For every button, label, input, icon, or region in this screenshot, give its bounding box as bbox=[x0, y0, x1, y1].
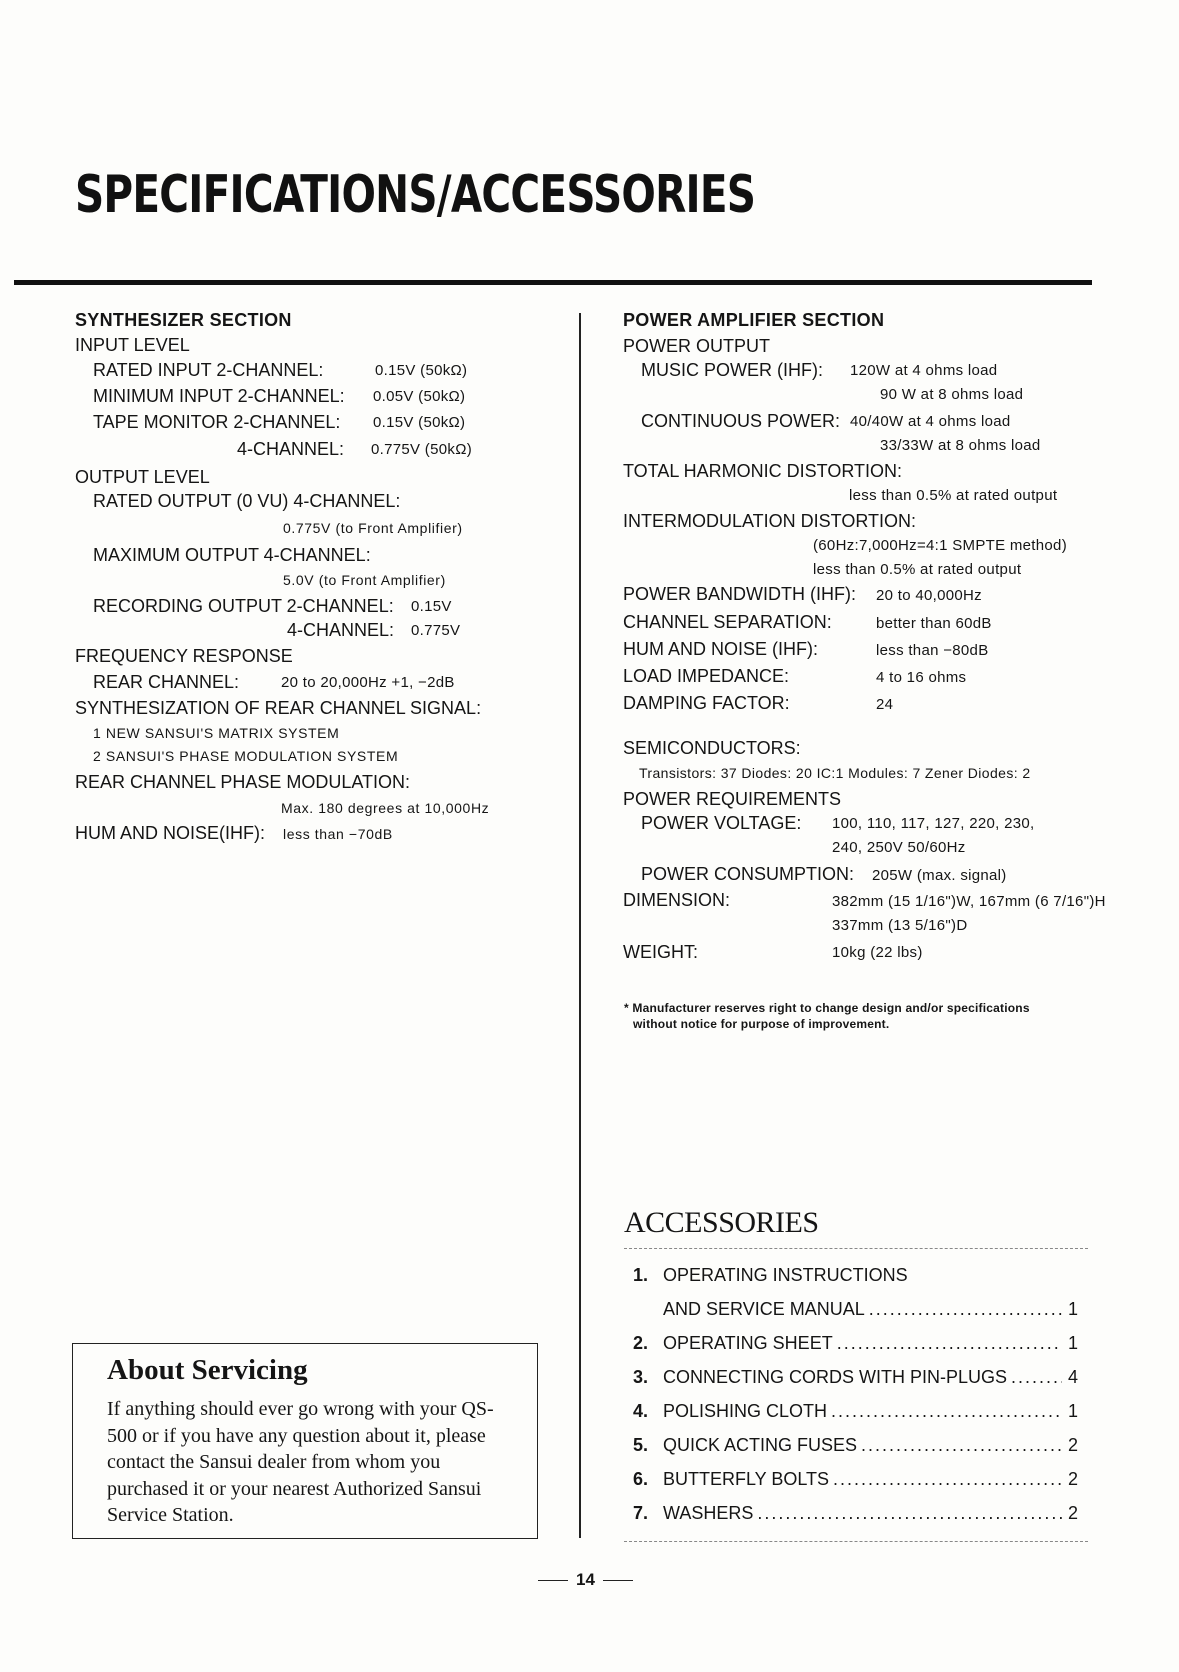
load-impedance-value: 4 to 16 ohms bbox=[876, 669, 967, 686]
servicing-text: If anything should ever go wrong with your QS-500 or if you have any question about it, please contact the Sansui dealer from whom you purchased it or your nearest Authorized Sansui Service Station. bbox=[107, 1398, 494, 1526]
synth-hum-noise-label: HUM AND NOISE(IHF): bbox=[75, 823, 266, 843]
accessory-num: 6. bbox=[633, 1469, 649, 1489]
accessory-text: OPERATING SHEET bbox=[663, 1333, 833, 1353]
accessory-num: 5. bbox=[633, 1435, 649, 1455]
synth-hum-noise-value: less than −70dB bbox=[283, 826, 393, 842]
tape-monitor-4ch-value: 0.775V (50kΩ) bbox=[371, 441, 472, 458]
accessory-text: OPERATING INSTRUCTIONS bbox=[663, 1265, 908, 1285]
leader-dots bbox=[837, 1333, 1062, 1354]
rear-channel-value: 20 to 20,000Hz +1, −2dB bbox=[281, 674, 455, 691]
leader-dots bbox=[833, 1469, 1062, 1490]
weight-value: 10kg (22 lbs) bbox=[832, 944, 923, 961]
accessory-num: 4. bbox=[633, 1401, 649, 1421]
accessory-item-6 bbox=[633, 1469, 1078, 1490]
minimum-input-value: 0.05V (50kΩ) bbox=[373, 388, 466, 405]
dimension-value-1: 382mm (15 1/16")W, 167mm (6 7/16")H bbox=[832, 893, 1106, 910]
continuous-power-label: CONTINUOUS POWER: bbox=[641, 411, 841, 431]
minimum-input-label: MINIMUM INPUT 2-CHANNEL: bbox=[93, 386, 345, 406]
voltage-label: POWER VOLTAGE: bbox=[641, 813, 802, 833]
music-power-value-2: 90 W at 8 ohms load bbox=[880, 386, 1024, 403]
bandwidth-value: 20 to 40,000Hz bbox=[876, 587, 982, 604]
accessories-top-rule bbox=[624, 1248, 1088, 1249]
accessory-text: QUICK ACTING FUSES bbox=[663, 1435, 858, 1455]
dimension-label: DIMENSION: bbox=[623, 890, 731, 910]
leader-dots bbox=[869, 1299, 1062, 1320]
music-power-label: MUSIC POWER (IHF): bbox=[641, 360, 823, 380]
continuous-power-value-2: 33/33W at 8 ohms load bbox=[880, 437, 1041, 454]
accessory-qty: 4 bbox=[1067, 1367, 1078, 1387]
maximum-output-label: MAXIMUM OUTPUT 4-CHANNEL: bbox=[93, 545, 371, 565]
tape-monitor-value: 0.15V (50kΩ) bbox=[373, 414, 466, 431]
rated-output-value: 0.775V (to Front Amplifier) bbox=[283, 520, 463, 536]
accessory-item-7 bbox=[633, 1503, 1078, 1524]
power-hum-noise-label: HUM AND NOISE (IHF): bbox=[623, 639, 819, 659]
accessory-qty: 2 bbox=[1067, 1503, 1078, 1523]
rated-output-label: RATED OUTPUT (0 VU) 4-CHANNEL: bbox=[93, 491, 401, 511]
power-output-label: POWER OUTPUT bbox=[623, 336, 770, 356]
accessory-qty: 2 bbox=[1067, 1469, 1078, 1489]
maximum-output-value: 5.0V (to Front Amplifier) bbox=[283, 572, 446, 588]
page-number: 14 bbox=[530, 1570, 641, 1590]
voltage-value-1: 100, 110, 117, 127, 220, 230, bbox=[832, 815, 1035, 832]
accessory-text: BUTTERFLY BOLTS bbox=[663, 1469, 830, 1489]
accessories-bottom-rule bbox=[624, 1541, 1088, 1542]
rated-input-label: RATED INPUT 2-CHANNEL: bbox=[93, 360, 324, 380]
synthesization-item-1: 1 NEW SANSUI'S MATRIX SYSTEM bbox=[93, 725, 340, 741]
continuous-power-value-1: 40/40W at 4 ohms load bbox=[850, 413, 1011, 430]
accessory-qty: 2 bbox=[1067, 1435, 1078, 1455]
accessory-qty: 1 bbox=[1067, 1401, 1078, 1421]
imd-value-2: less than 0.5% at rated output bbox=[813, 561, 1022, 578]
servicing-title: About Servicing bbox=[107, 1354, 308, 1386]
accessory-num: 7. bbox=[633, 1503, 649, 1523]
tape-monitor-4ch-label: 4-CHANNEL: bbox=[237, 439, 345, 459]
voltage-value-2: 240, 250V 50/60Hz bbox=[832, 839, 966, 856]
accessory-item-3 bbox=[633, 1367, 1078, 1388]
synthesization-item-2: 2 SANSUI'S PHASE MODULATION SYSTEM bbox=[93, 748, 399, 764]
accessory-num: 2. bbox=[633, 1333, 649, 1353]
column-divider bbox=[579, 313, 581, 1538]
bandwidth-label: POWER BANDWIDTH (IHF): bbox=[623, 584, 856, 604]
load-impedance-label: LOAD IMPEDANCE: bbox=[623, 666, 790, 686]
leader-dots bbox=[757, 1503, 1062, 1524]
accessories-heading: ACCESSORIES bbox=[624, 1206, 819, 1239]
phase-modulation-label: REAR CHANNEL PHASE MODULATION: bbox=[75, 772, 411, 792]
recording-output-label: RECORDING OUTPUT 2-CHANNEL: bbox=[93, 596, 394, 616]
accessory-item-4 bbox=[633, 1401, 1078, 1422]
separation-label: CHANNEL SEPARATION: bbox=[623, 612, 832, 632]
power-hum-noise-value: less than −80dB bbox=[876, 642, 989, 659]
accessory-num: 3. bbox=[633, 1367, 649, 1387]
power-requirements-label: POWER REQUIREMENTS bbox=[623, 789, 842, 809]
accessory-item-1-line1 bbox=[633, 1265, 908, 1286]
accessory-qty: 1 bbox=[1067, 1299, 1078, 1319]
synth-heading: SYNTHESIZER SECTION bbox=[75, 310, 292, 330]
accessory-text: CONNECTING CORDS WITH PIN-PLUGS bbox=[663, 1367, 1008, 1387]
damping-label: DAMPING FACTOR: bbox=[623, 693, 790, 713]
accessory-text: WASHERS bbox=[663, 1503, 754, 1523]
music-power-value-1: 120W at 4 ohms load bbox=[850, 362, 998, 379]
recording-output-value: 0.15V bbox=[411, 598, 452, 615]
recording-output-4ch-label: 4-CHANNEL: bbox=[287, 620, 395, 640]
manufacturer-note-2: without notice for purpose of improvement. bbox=[633, 1017, 890, 1031]
dimension-value-2: 337mm (13 5/16")D bbox=[832, 917, 968, 934]
damping-value: 24 bbox=[876, 696, 894, 713]
output-level-label: OUTPUT LEVEL bbox=[75, 467, 210, 487]
tape-monitor-label: TAPE MONITOR 2-CHANNEL: bbox=[93, 412, 341, 432]
accessory-item-1 bbox=[633, 1299, 1078, 1320]
frequency-response-label: FREQUENCY RESPONSE bbox=[75, 646, 293, 666]
synthesization-label: SYNTHESIZATION OF REAR CHANNEL SIGNAL: bbox=[75, 698, 482, 718]
accessory-item-2 bbox=[633, 1333, 1078, 1354]
manufacturer-note-1: * Manufacturer reserves right to change design and/or specifications bbox=[624, 1001, 1030, 1015]
page-title: SPECIFICATIONS/ACCESSORIES bbox=[75, 165, 756, 225]
leader-dots bbox=[831, 1401, 1062, 1422]
recording-output-4ch-value: 0.775V bbox=[411, 622, 461, 639]
separation-value: better than 60dB bbox=[876, 615, 992, 632]
accessory-num: 1. bbox=[633, 1265, 649, 1285]
semiconductors-label: SEMICONDUCTORS: bbox=[623, 738, 801, 758]
accessory-text: POLISHING CLOTH bbox=[663, 1401, 828, 1421]
rated-input-value: 0.15V (50kΩ) bbox=[375, 362, 468, 379]
rear-channel-label: REAR CHANNEL: bbox=[93, 672, 240, 692]
accessory-text: AND SERVICE MANUAL bbox=[663, 1299, 865, 1319]
input-level-label: INPUT LEVEL bbox=[75, 335, 190, 355]
accessory-item-5 bbox=[633, 1435, 1078, 1456]
title-divider bbox=[14, 280, 1092, 285]
leader-dots bbox=[1011, 1367, 1062, 1388]
thd-label: TOTAL HARMONIC DISTORTION: bbox=[623, 461, 903, 481]
phase-modulation-value: Max. 180 degrees at 10,000Hz bbox=[281, 800, 490, 816]
imd-label: INTERMODULATION DISTORTION: bbox=[623, 511, 917, 531]
accessory-qty: 1 bbox=[1067, 1333, 1078, 1353]
consumption-value: 205W (max. signal) bbox=[872, 867, 1007, 884]
leader-dots bbox=[861, 1435, 1062, 1456]
weight-label: WEIGHT: bbox=[623, 942, 698, 962]
power-heading: POWER AMPLIFIER SECTION bbox=[623, 310, 885, 330]
semiconductors-value: Transistors: 37 Diodes: 20 IC:1 Modules: 7 Zener Diodes: 2 bbox=[639, 765, 1031, 781]
consumption-label: POWER CONSUMPTION: bbox=[641, 864, 855, 884]
thd-value: less than 0.5% at rated output bbox=[849, 487, 1058, 504]
imd-value-1: (60Hz:7,000Hz=4:1 SMPTE method) bbox=[813, 537, 1067, 554]
